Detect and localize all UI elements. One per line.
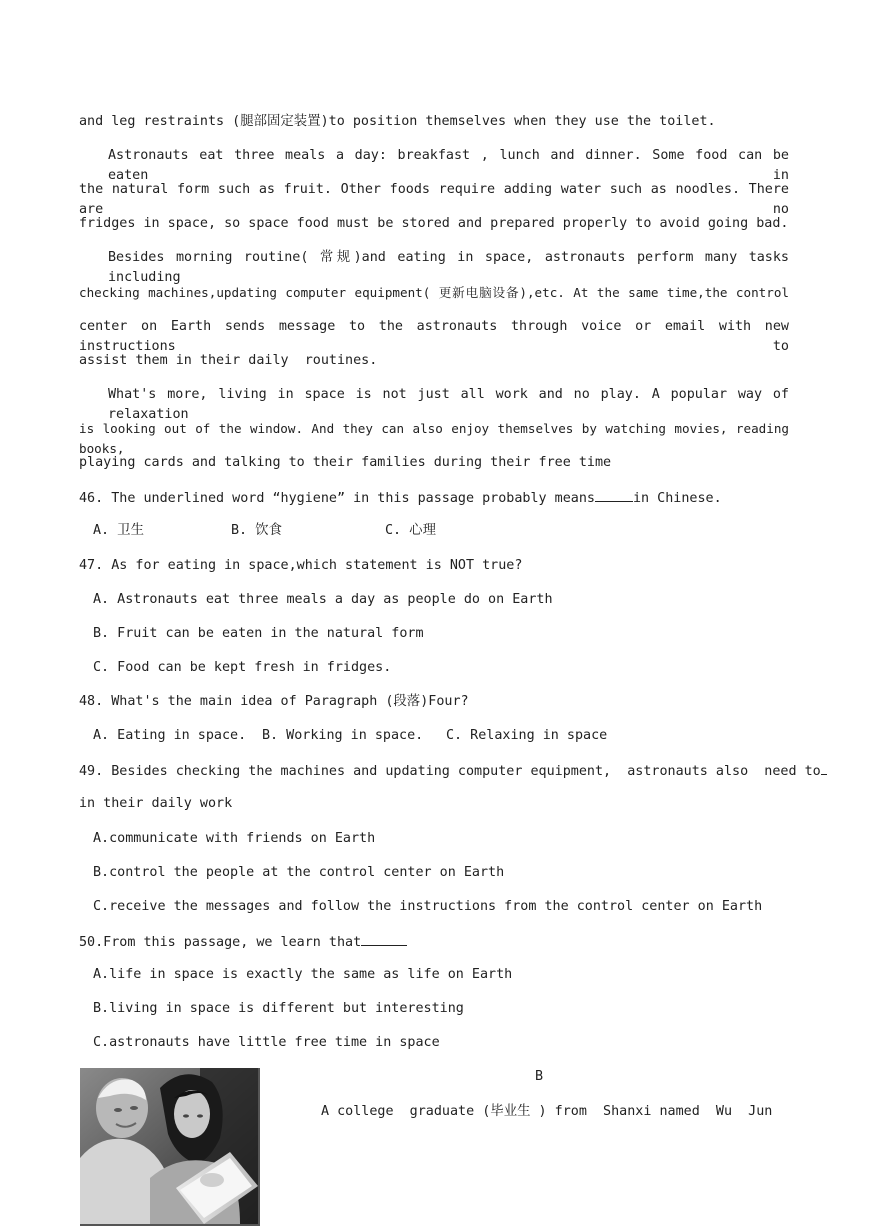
passage-line-1: and leg restraints (腿部固定装置)to position themselves when they use the toilet. xyxy=(79,114,716,129)
passage-line-6: checking machines,updating computer equipment( 更新电脑设备),etc. At the same time,the control xyxy=(79,285,789,300)
question-50-stem xyxy=(79,931,407,953)
section-b-first-line: A college graduate (毕业生 ) from Shanxi named Wu Jun xyxy=(321,1104,773,1119)
question-50-option-b[interactable]: B.living in space is different but interesting xyxy=(93,1001,464,1016)
section-b-heading: B xyxy=(535,1069,544,1084)
question-48-option-b[interactable]: B. Working in space. xyxy=(262,728,424,743)
question-47-option-c[interactable]: C. Food can be kept fresh in fridges. xyxy=(93,660,392,675)
question-50-option-a[interactable]: A.life in space is exactly the same as life on Earth xyxy=(93,967,513,982)
passage-line-7: center on Earth sends message to the astronauts through voice or email with new instructions to xyxy=(79,319,789,354)
question-46-option-b[interactable]: B. 饮食 xyxy=(231,523,282,538)
question-49-option-a[interactable]: A.communicate with friends on Earth xyxy=(93,831,376,846)
question-50-stem-text: 50.From this passage, we learn that xyxy=(79,935,362,950)
answer-blank-49[interactable] xyxy=(821,760,827,775)
question-50-option-c[interactable]: C.astronauts have little free time in space xyxy=(93,1035,440,1050)
question-47-stem: 47. As for eating in space,which statement is NOT true? xyxy=(79,558,523,573)
passage-line-10: is looking out of the window. And they can also enjoy themselves by watching movies, reading books, xyxy=(79,421,789,456)
section-b-photo xyxy=(80,1068,260,1226)
question-46-option-c[interactable]: C. 心理 xyxy=(385,523,436,538)
question-48-option-a[interactable]: A. Eating in space. xyxy=(93,728,247,743)
question-47-option-a[interactable]: A. Astronauts eat three meals a day as people do on Earth xyxy=(93,592,553,607)
question-49-option-c[interactable]: C.receive the messages and follow the instructions from the control center on Earth xyxy=(93,899,763,914)
photo-illustration xyxy=(80,1068,258,1224)
question-49-stem-text: 49. Besides checking the machines and updating computer equipment, astronauts also need to xyxy=(79,764,821,779)
passage-line-8: assist them in their daily routines. xyxy=(79,353,378,368)
question-49-stem-line-1 xyxy=(79,760,827,782)
question-46-stem-end: in Chinese. xyxy=(632,491,722,506)
question-48-stem: 48. What's the main idea of Paragraph (段落)Four? xyxy=(79,694,469,709)
question-46-option-a[interactable]: A. 卫生 xyxy=(93,523,144,538)
question-48-option-c[interactable]: C. Relaxing in space xyxy=(446,728,608,743)
question-46-stem-start: 46. The underlined word “hygiene” in this passage probably means xyxy=(79,491,595,506)
passage-line-11: playing cards and talking to their families during their free time xyxy=(79,455,612,470)
answer-blank-50[interactable] xyxy=(361,931,407,946)
passage-line-2: Astronauts eat three meals a day: breakfast , lunch and dinner. Some food can be eaten in xyxy=(108,148,789,183)
question-49-option-b[interactable]: B.control the people at the control center on Earth xyxy=(93,865,505,880)
question-47-option-b[interactable]: B. Fruit can be eaten in the natural form xyxy=(93,626,424,641)
passage-line-5: Besides morning routine( 常规)and eating in space, astronauts perform many tasks including xyxy=(108,250,789,285)
passage-line-3: the natural form such as fruit. Other foods require adding water such as noodles. There are no xyxy=(79,182,789,217)
question-49-stem-line-2: in their daily work xyxy=(79,796,233,811)
answer-blank-46[interactable] xyxy=(595,487,633,502)
passage-line-9: What's more, living in space is not just all work and no play. A popular way of relaxation xyxy=(108,387,789,422)
question-46-stem xyxy=(79,487,722,509)
passage-line-4: fridges in space, so space food must be stored and prepared properly to avoid going bad. xyxy=(79,216,789,231)
